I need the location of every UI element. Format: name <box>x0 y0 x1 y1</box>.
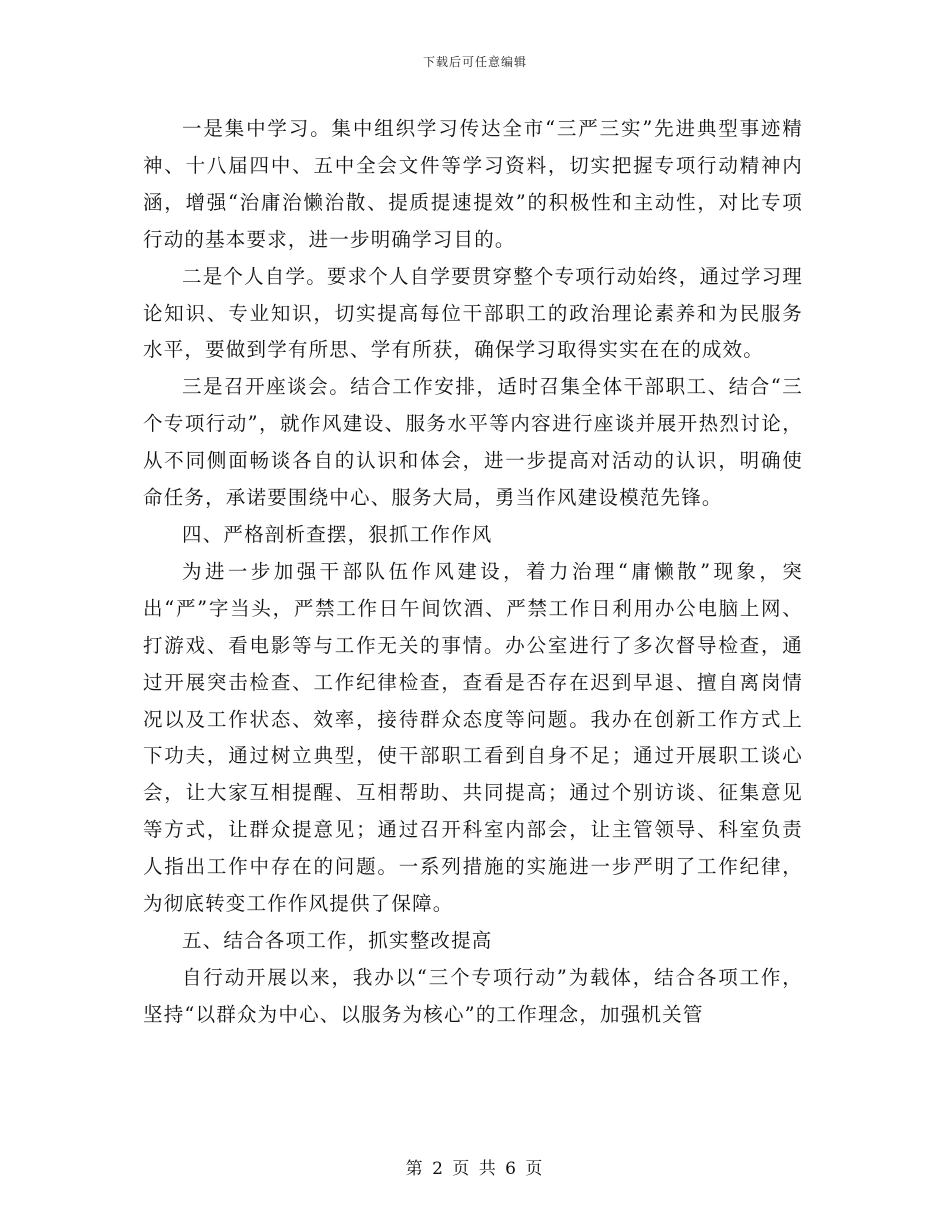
page-number: 第 2 页 共 6 页 <box>405 1159 545 1179</box>
section-heading-four: 四、严格剖析查摆，狠抓工作作风 <box>182 522 493 546</box>
paragraph-since-launch: 自行动开展以来，我办以“三个专项行动”为载体，结合各项工作，坚持“以群众为中心、以服务为核心”的工作理念，加强机关管 <box>143 965 803 1026</box>
page-header: 下载后可任意编辑 <box>422 55 527 69</box>
document-body <box>143 111 803 1034</box>
paragraph-symposium: 三是召开座谈会。结合工作安排，适时召集全体干部职工、结合“三个专项行动”，就作风建设、服务水平等内容进行座谈并展开热烈讨论，从不同侧面畅谈各自的认识和体会，进一步提高对活动的认识，明确使命任务，承诺要围绕中心、服务大局，勇当作风建设模范先锋。 <box>143 375 803 510</box>
paragraph-work-style: 为进一步加强干部队伍作风建设，着力治理“庸懒散”现象，突出“严”字当头，严禁工作日午间饮酒、严禁工作日利用办公电脑上网、打游戏、看电影等与工作无关的事情。办公室进行了多次督导检查，通过开展突击检查、工作纪律检查，查看是否存在迟到早退、擅自离岗情况以及工作状态、效率，接待群众态度等问题。我办在创新工作方式上下功夫，通过树立典型，使干部职工看到自身不足；通过开展职工谈心会，让大家互相提醒、互相帮助、共同提高；通过个别访谈、征集意见等方式，让群众提意见；通过召开科室内部会，让主管领导、科室负责人指出工作中存在的问题。一系列措施的实施进一步严明了工作纪律，为彻底转变工作作风提供了保障。 <box>143 559 803 916</box>
paragraph-study-group: 一是集中学习。集中组织学习传达全市“三严三实”先进典型事迹精神、十八届四中、五中全会文件等学习资料，切实把握专项行动精神内涵，增强“治庸治懒治散、提质提速提效”的积极性和主动性，对比专项行动的基本要求，进一步明确学习目的。 <box>143 117 803 251</box>
section-heading-five: 五、结合各项工作，抓实整改提高 <box>182 928 493 952</box>
paragraph-self-study: 二是个人自学。要求个人自学要贯穿整个专项行动始终，通过学习理论知识、专业知识，切实提高每位干部职工的政治理论素养和为民服务水平，要做到学有所思、学有所获，确保学习取得实实在在的成效。 <box>143 264 804 362</box>
